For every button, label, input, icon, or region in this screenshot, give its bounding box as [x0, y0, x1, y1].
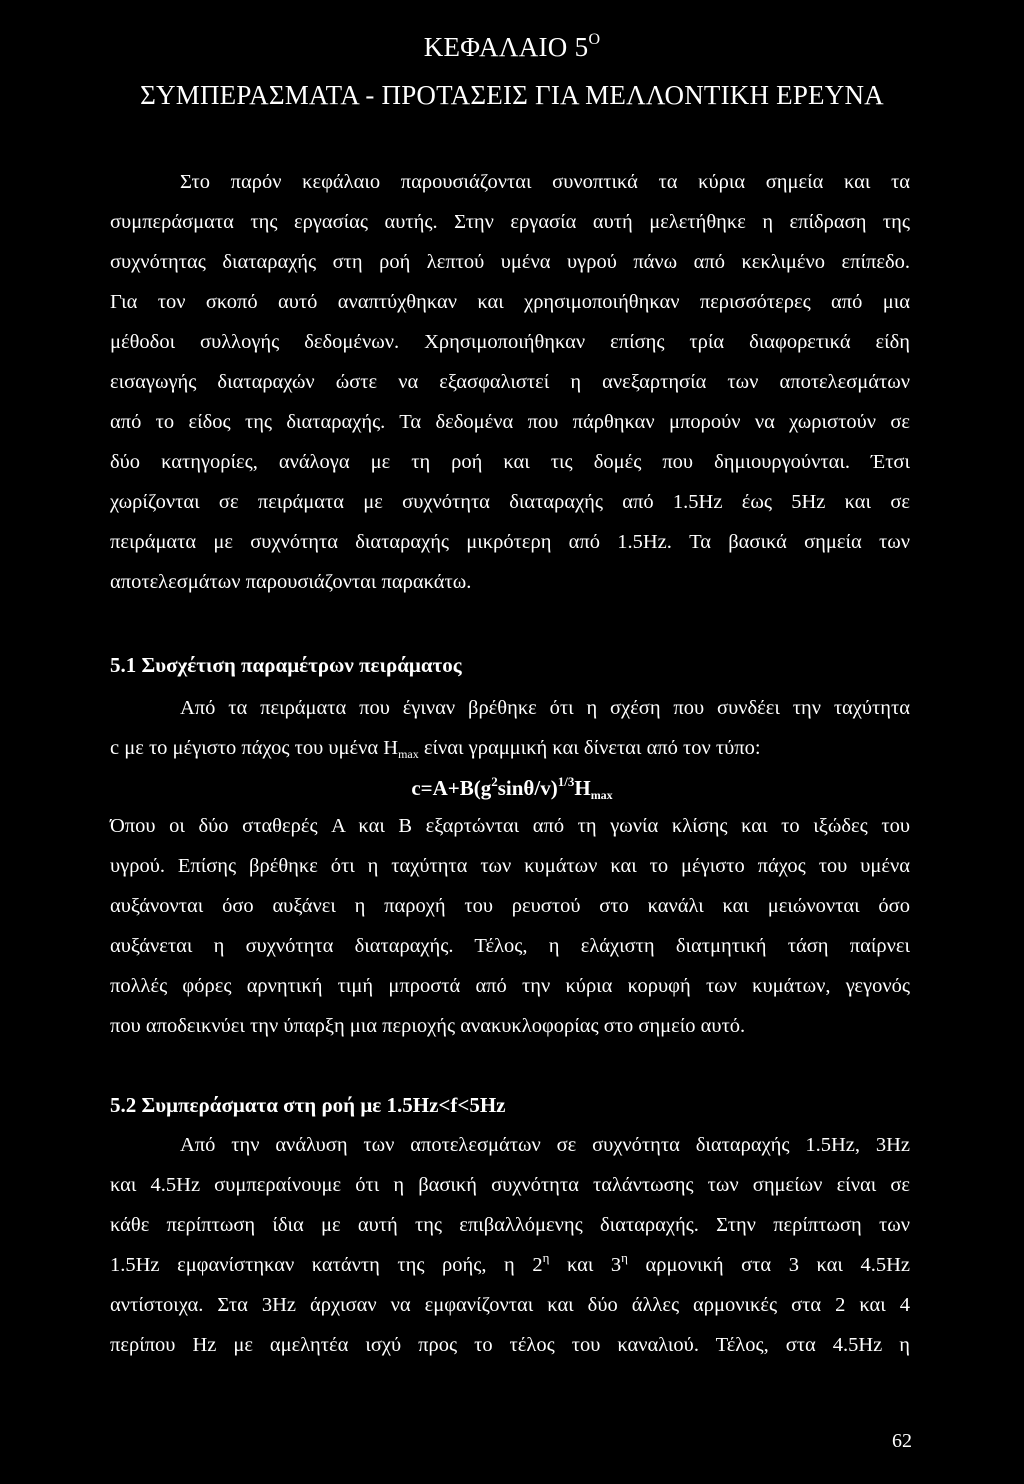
- paragraph-line: Στο παρόν κεφάλαιο παρουσιάζονται συνοπτικά τα κύρια σημεία και τα: [180, 171, 910, 193]
- section-5-1-paragraph: [110, 688, 910, 768]
- chapter-number: [0, 30, 1024, 64]
- chapter-title: ΣΥΜΠΕΡΑΣΜΑΤΑ - ΠΡΟΤΑΣΕΙΣ ΓΙΑ ΜΕΛΛΟΝΤΙΚΗ ΕΡΕΥΝΑ: [140, 80, 884, 110]
- paragraph-line: [110, 728, 910, 768]
- line-text: είναι γραμμική και δίνεται από τον τύπο:: [418, 737, 761, 759]
- formula-part: H: [574, 776, 591, 800]
- paragraph-line: χωρίζονται σε πειράματα με συχνότητα διαταραχής από 1.5Hz έως 5Hz και σε: [110, 491, 910, 513]
- paragraph-line: αποτελεσμάτων παρουσιάζονται παρακάτω.: [110, 571, 472, 593]
- formula-superscript: 1/3: [557, 774, 575, 789]
- paragraph-line: συχνότητας διαταραχής στη ροή λεπτού υμένα υγρού πάνω από κεκλιμένο επίπεδο.: [110, 251, 910, 273]
- chapter-number-text: ΚΕΦΑΛΑΙΟ 5: [423, 32, 589, 62]
- line-text: και 3: [549, 1254, 622, 1276]
- section-heading-5-1: 5.1 Συσχέτιση παραμέτρων πειράματος: [110, 653, 462, 677]
- paragraph-line: συμπεράσματα της εργασίας αυτής. Στην εργασία αυτή μελετήθηκε η επίδραση της: [110, 211, 910, 233]
- section-5-2-paragraph: [110, 1125, 910, 1365]
- paragraph-line: που αποδεικνύει την ύπαρξη μια περιοχής ανακυκλοφορίας στο σημείο αυτό.: [110, 1015, 746, 1037]
- paragraph-line: Όπου οι δύο σταθερές A και B εξαρτώνται από τη γωνία κλίσης και το ιξώδες του: [110, 815, 910, 837]
- paragraph-line: δύο κατηγορίες, ανάλογα με τη ροή και τις δομές που δημιουργούνται. Έτσι: [110, 451, 910, 473]
- paragraph-line: πειράματα με συχνότητα διαταραχής μικρότερη από 1.5Hz. Τα βασικά σημεία των: [110, 531, 910, 553]
- line-text: αρμονική στα 3 και 4.5Hz: [627, 1254, 910, 1276]
- paragraph-line: αντίστοιχα. Στα 3Hz άρχισαν να εμφανίζονται και δύο άλλες αρμονικές στα 2 και 4: [110, 1294, 910, 1316]
- line-text: c με το μέγιστο πάχος του υμένα H: [110, 737, 399, 759]
- paragraph-line: Για τον σκοπό αυτό αναπτύχθηκαν και χρησιμοποιήθηκαν περισσότερες από μια: [110, 291, 910, 313]
- line-text: 1.5Hz εμφανίστηκαν κατάντη της ροής, η 2: [110, 1254, 543, 1276]
- paragraph-line: υγρού. Επίσης βρέθηκε ότι η ταχύτητα των κυμάτων και το μέγιστο πάχος του υμένα: [110, 855, 910, 877]
- formula-part: sinθ/v): [497, 776, 558, 800]
- page-number: 62: [892, 1430, 912, 1452]
- paragraph-line: περίπου Hz με αμελητέα ισχύ προς το τέλος του καναλιού. Τέλος, στα 4.5Hz η: [110, 1334, 910, 1356]
- paragraph-line: [110, 1245, 910, 1285]
- paragraph-line: εισαγωγής διαταραχών ώστε να εξασφαλιστεί η ανεξαρτησία των αποτελεσμάτων: [110, 371, 910, 393]
- formula-subscript: max: [590, 788, 613, 802]
- section-5-1-paragraph-continued: [110, 806, 910, 1046]
- intro-paragraph: [110, 162, 910, 602]
- formula-superscript: 2: [491, 774, 498, 789]
- paragraph-line: μέθοδοι συλλογής δεδομένων. Χρησιμοποιήθηκαν επίσης τρία διαφορετικά είδη: [110, 331, 910, 353]
- paragraph-line: και 4.5Hz συμπεραίνουμε ότι η βασική συχνότητα ταλάντωσης των σημείων είναι σε: [110, 1174, 910, 1196]
- section-heading-5-2: 5.2 Συμπεράσματα στη ροή με 1.5Hz<f<5Hz: [110, 1093, 506, 1117]
- chapter-number-superscript: Ο: [588, 31, 601, 48]
- velocity-formula: [0, 768, 1024, 808]
- paragraph-line: αυξάνεται η συχνότητα διαταραχής. Τέλος, η ελάχιστη διατμητική τάση παίρνει: [110, 935, 910, 957]
- paragraph-line: Από την ανάλυση των αποτελεσμάτων σε συχνότητα διαταραχής 1.5Hz, 3Hz: [180, 1134, 910, 1156]
- paragraph-line: από το είδος της διαταραχής. Τα δεδομένα που πάρθηκαν μπορούν να χωριστούν σε: [110, 411, 910, 433]
- paragraph-line: κάθε περίπτωση ίδια με αυτή της επιβαλλόμενης διαταραχής. Στην περίπτωση των: [110, 1214, 910, 1236]
- ordinal-superscript: η: [621, 1250, 628, 1265]
- paragraph-line: αυξάνονται όσο αυξάνει η παροχή του ρευστού στο κανάλι και μειώνονται όσο: [110, 895, 910, 917]
- subscript-max: max: [398, 747, 419, 761]
- ordinal-superscript: η: [542, 1250, 550, 1265]
- paragraph-line: Από τα πειράματα που έγιναν βρέθηκε ότι η σχέση που συνδέει την ταχύτητα: [180, 697, 910, 719]
- paragraph-line: πολλές φόρες αρνητική τιμή μπροστά από την κύρια κορυφή των κυμάτων, γεγονός: [110, 975, 910, 997]
- formula-part: c=A+B(g: [411, 776, 492, 800]
